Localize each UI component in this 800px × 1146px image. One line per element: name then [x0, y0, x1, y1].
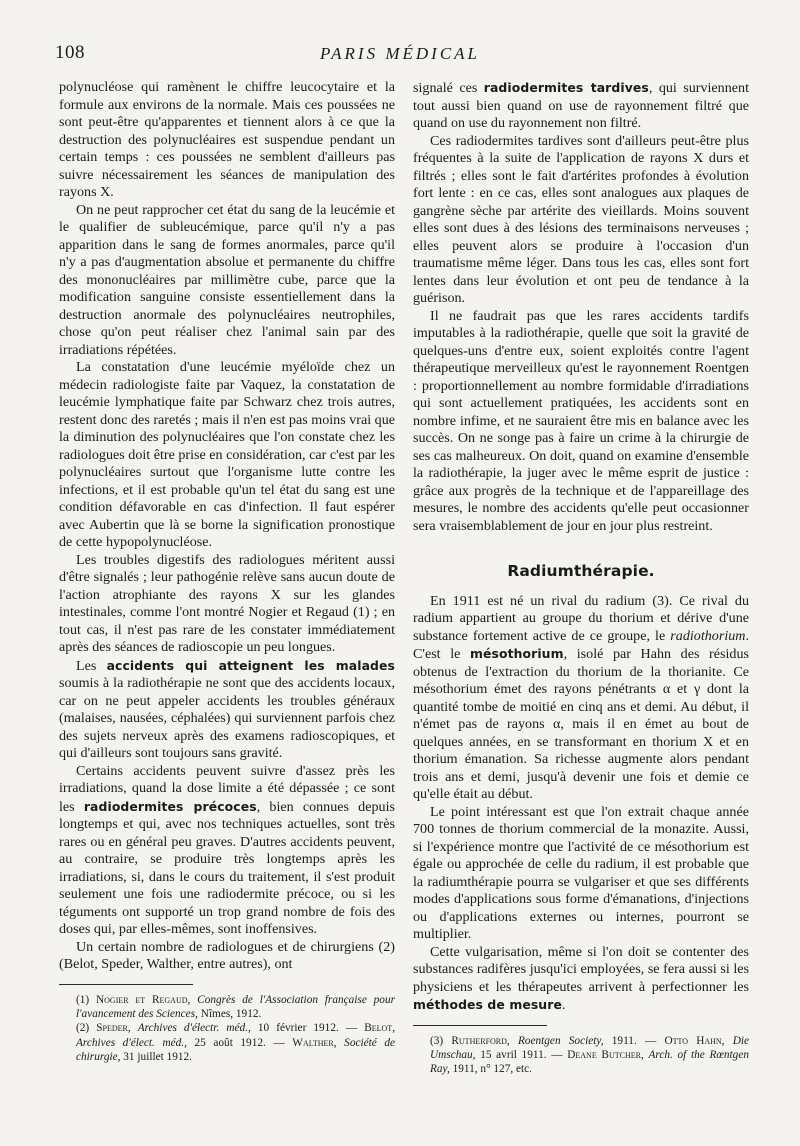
bold-term: accidents qui atteignent les malades	[106, 657, 396, 673]
footnotes	[413, 1034, 749, 1077]
footnote-text: 10 février 1912. —	[257, 1022, 358, 1035]
text-run: , isolé par Hahn des résidus obtenus de l'extraction du thorium de la thorianite. Ce mésothorium émet des rayons pénétrants α et γ dont la quantité tombe de moitié en cinq ans et demi. Au début, il n'émet pas de rayons α, mais il en émet au bout de quelques années, en se transformant en thorium X et en thorium émanation. Sa richesse augmente alors pendant trois ans et demi, jusqu'à devenir une fois et demie ce qu'elle était au début.	[413, 646, 749, 802]
footnote-author: Walther,	[292, 1036, 337, 1049]
text-run: .	[561, 997, 566, 1013]
footnote-title: Société de chirurgie,	[76, 1036, 396, 1064]
paragraph: Ces radiodermites tardives sont d'ailleurs peut-être plus fréquentes à la suite de l'application de rayons X durs et filtrés ; elles sont le fait d'artérites profondes à évolution fort lente : en ce cas, elles sont analogues aux plaques de gangrène sèche par artérite des vieillards. Moins souvent elles sont dues à des lésions des terminaisons nerveuses ; elles peuvent alors se produire à l'occasion d'un traumatisme même léger. Dans tous les cas, elles sont fort lentes dans leur évolution et ont peu de tendance à la guérison.	[413, 132, 749, 306]
italic-term: radiothorium	[670, 627, 746, 644]
paragraph	[413, 79, 749, 133]
paragraph	[59, 763, 395, 939]
footnote-number: (3)	[430, 1034, 444, 1047]
running-title: PARIS MÉDICAL	[319, 44, 481, 63]
bold-term: radiodermites tardives	[483, 80, 649, 95]
paragraph: Un certain nombre de radiologues et de chirurgiens (2) (Belot, Speder, Walther, entre autres), ont	[59, 938, 395, 972]
footnote-number: (2)	[76, 1022, 90, 1035]
section-heading: Radiumthérapie.	[507, 562, 655, 580]
paragraph: La constatation d'une leucémie myéloïde chez un médecin radiologiste faite par Vaquez, la constatation de leucémie lymphatique faite par Schwarz chez trois autres, restent donc des raretés ; mais il n'en est pas moins vrai que la diminution des polynucléaires que l'on constate chez les radiologues doit être prise en considération, car c'est par les polynucléaires surtout que l'organisme lutte contre les infections, et il est probable qu'un tel état du sang est une condition défavorable en cas d'infection. Il faut espérer avec Aubertin que là se borne la signification pronostique de cette hypopolynucléose.	[59, 359, 395, 550]
footnote-divider	[413, 1025, 547, 1026]
paragraph: polynucléose qui ramènent le chiffre leucocytaire et la formule aux environs de la normale. Mais ces poussées ne sont peut-être qu'apparentes et tiennent alors à ce que la destruction des polynucléaires est suspendue pendant un certain temps : ces poussées ne semblent d'ailleurs pas suivre nécessairement les séances de manipulation des rayons X.	[59, 79, 395, 200]
paragraph: On ne peut rapprocher cet état du sang de la leucémie et le qualifier de subleucémique, parce qu'il n'y a pas apparition dans le sang de formes anormales, parce qu'il n'y a pas d'augmentation absolue et permanente du chiffre des mononucléaires par millimètre cube, parce que la modification sanguine consiste essentiellement dans la destruction anormale des polynucléaires neutrophiles, chose qu'on peut réaliser chez l'animal sain par des irradiations répétées.	[59, 201, 395, 358]
left-column	[59, 79, 395, 1065]
paragraph: Les troubles digestifs des radiologues méritent aussi d'être signalés ; leur pathogénie relève sans aucun doute de l'action atrophiante des rayons X sur les glandes intestinales, comme l'ont montré Nogier et Regaud (1) ; en tout cas, il n'est pas rare de les constater immédiatement après des séances de radioscopie un peu longues.	[59, 551, 395, 655]
page-number: 108	[55, 42, 85, 63]
footnote-author: Speder,	[96, 1022, 131, 1035]
footnote-text: 15 avril 1911. —	[480, 1048, 563, 1061]
footnote-number: (1)	[76, 993, 90, 1006]
text-run: soumis à la radiothérapie ne sont que des accidents locaux, car on ne peut appeler accidents les troubles généraux (malaises, nausées, céphalées) qui surviennent parfois chez des sujets nerveux après des examens radioscopiques, et qui d'ailleurs sont toujours sans gravité.	[59, 675, 395, 761]
paragraph: Le point intéressant est que l'on extrait chaque année 700 tonnes de thorium commercial de la monazite. Aussi, si l'expérience montre que l'activité de ce mésothorium est égale ou approchée de celle du radium, il est probable que la radiumthérapie pourra se vulgariser et que ses différents modes d'applications sous forme d'émanations, d'injections ou d'applications externes ou internes, pourront se multiplier.	[413, 803, 749, 942]
bold-term: méthodes de mesure	[413, 997, 562, 1012]
footnote-title: Congrès de l'Association française pour l'avancement des Sciences,	[76, 993, 395, 1020]
footnote-title: Archives d'électr. méd.,	[137, 1022, 251, 1035]
bold-term: radiodermites précoces	[83, 798, 257, 814]
footnote-author: Rutherford,	[451, 1034, 510, 1047]
footnotes	[59, 993, 395, 1065]
footnote-title: Die Umschau,	[430, 1034, 750, 1061]
paragraph	[59, 657, 395, 763]
footnote	[59, 1021, 395, 1064]
right-column	[413, 79, 749, 1077]
footnote-title: Roentgen Society,	[517, 1034, 604, 1047]
footnote-divider	[59, 984, 193, 985]
footnote-author: Nogier et Regaud,	[96, 993, 191, 1006]
text-run: signalé ces	[413, 80, 484, 96]
text-run: , qui surviennent tout aussi bien quand on use de rayonnement filtré que quand on use du rayonnement non filtré.	[413, 80, 749, 131]
footnote-title: Archives d'élect. méd.,	[76, 1036, 187, 1049]
footnote-author: Otto Hahn,	[664, 1034, 725, 1047]
footnote	[59, 993, 395, 1022]
text-run: Certains accidents peuvent suivre d'assez près les irradiations, quand la dose limite a été dépassée ; ce sont les	[59, 762, 395, 815]
text-run: En 1911 est né un rival du radium (3). Ce rival du radium appartient au groupe du thorium et dérive d'une substance fortement active de ce groupe, le	[413, 592, 749, 644]
text-run: , bien connues depuis longtemps et qui, avec nos techniques actuelles, sont très rares ou en général peu graves. D'autres accidents peuvent, au contraire, se produire très longtemps après les irradiations, si, dans le cours du traitement, il s'est produit seulement une fois une radiodermite précoce, ou si les téguments ont supporté un trop grand nombre de fois des doses qui, par elles-mêmes, sont inoffensives.	[59, 798, 395, 937]
paragraph	[413, 593, 749, 804]
bold-term: mésothorium	[469, 646, 564, 661]
footnote-author: Belot,	[364, 1022, 396, 1035]
paragraph	[413, 944, 749, 1015]
paragraph: Il ne faudrait pas que les rares accidents tardifs imputables à la radiothérapie, quelle que soit la gravité de quelques-uns d'entre eux, soient exploités contre l'agent thérapeutique merveilleux qu'est le rayonnement Roentgen : proportionnellement au nombre formidable d'irradiations qui sont actuellement pratiquées, les accidents sont en nombre infime, et ne sauraient être mis en balance avec les succès. On ne songe pas à faire un crime à la chirurgie de ses cas malheureux. On doit, quand on examine d'ensemble la radiothérapie, la juger avec le même esprit de justice : grâce aux progrès de la technique et de l'appareillage des mesures, le nombre des accidents qu'elle peut occasionner sera vraisemblablement de jour en jour plus restreint.	[413, 307, 749, 534]
footnote-author: Deane Butcher,	[567, 1048, 644, 1061]
footnote-title: Arch. of the Rœntgen Ray,	[430, 1048, 749, 1076]
text-run: Les	[76, 657, 107, 674]
text-run: Cette vulgarisation, même si l'on doit se contenter des substances radifères jusqu'ici employées, se fera aussi si les physiciens et les thérapeutes arrivent à perfectionner les	[413, 943, 749, 995]
footnote-text: 31 juillet 1912.	[123, 1051, 193, 1064]
text-run: . C'est le	[413, 627, 749, 662]
footnote-text: 1911. —	[611, 1034, 657, 1047]
footnote	[413, 1034, 749, 1077]
footnote-text: 1911, n° 127, etc.	[452, 1063, 532, 1076]
footnote-text: 25 août 1912. —	[194, 1036, 285, 1049]
footnote-text: Nîmes, 1912.	[200, 1007, 262, 1020]
